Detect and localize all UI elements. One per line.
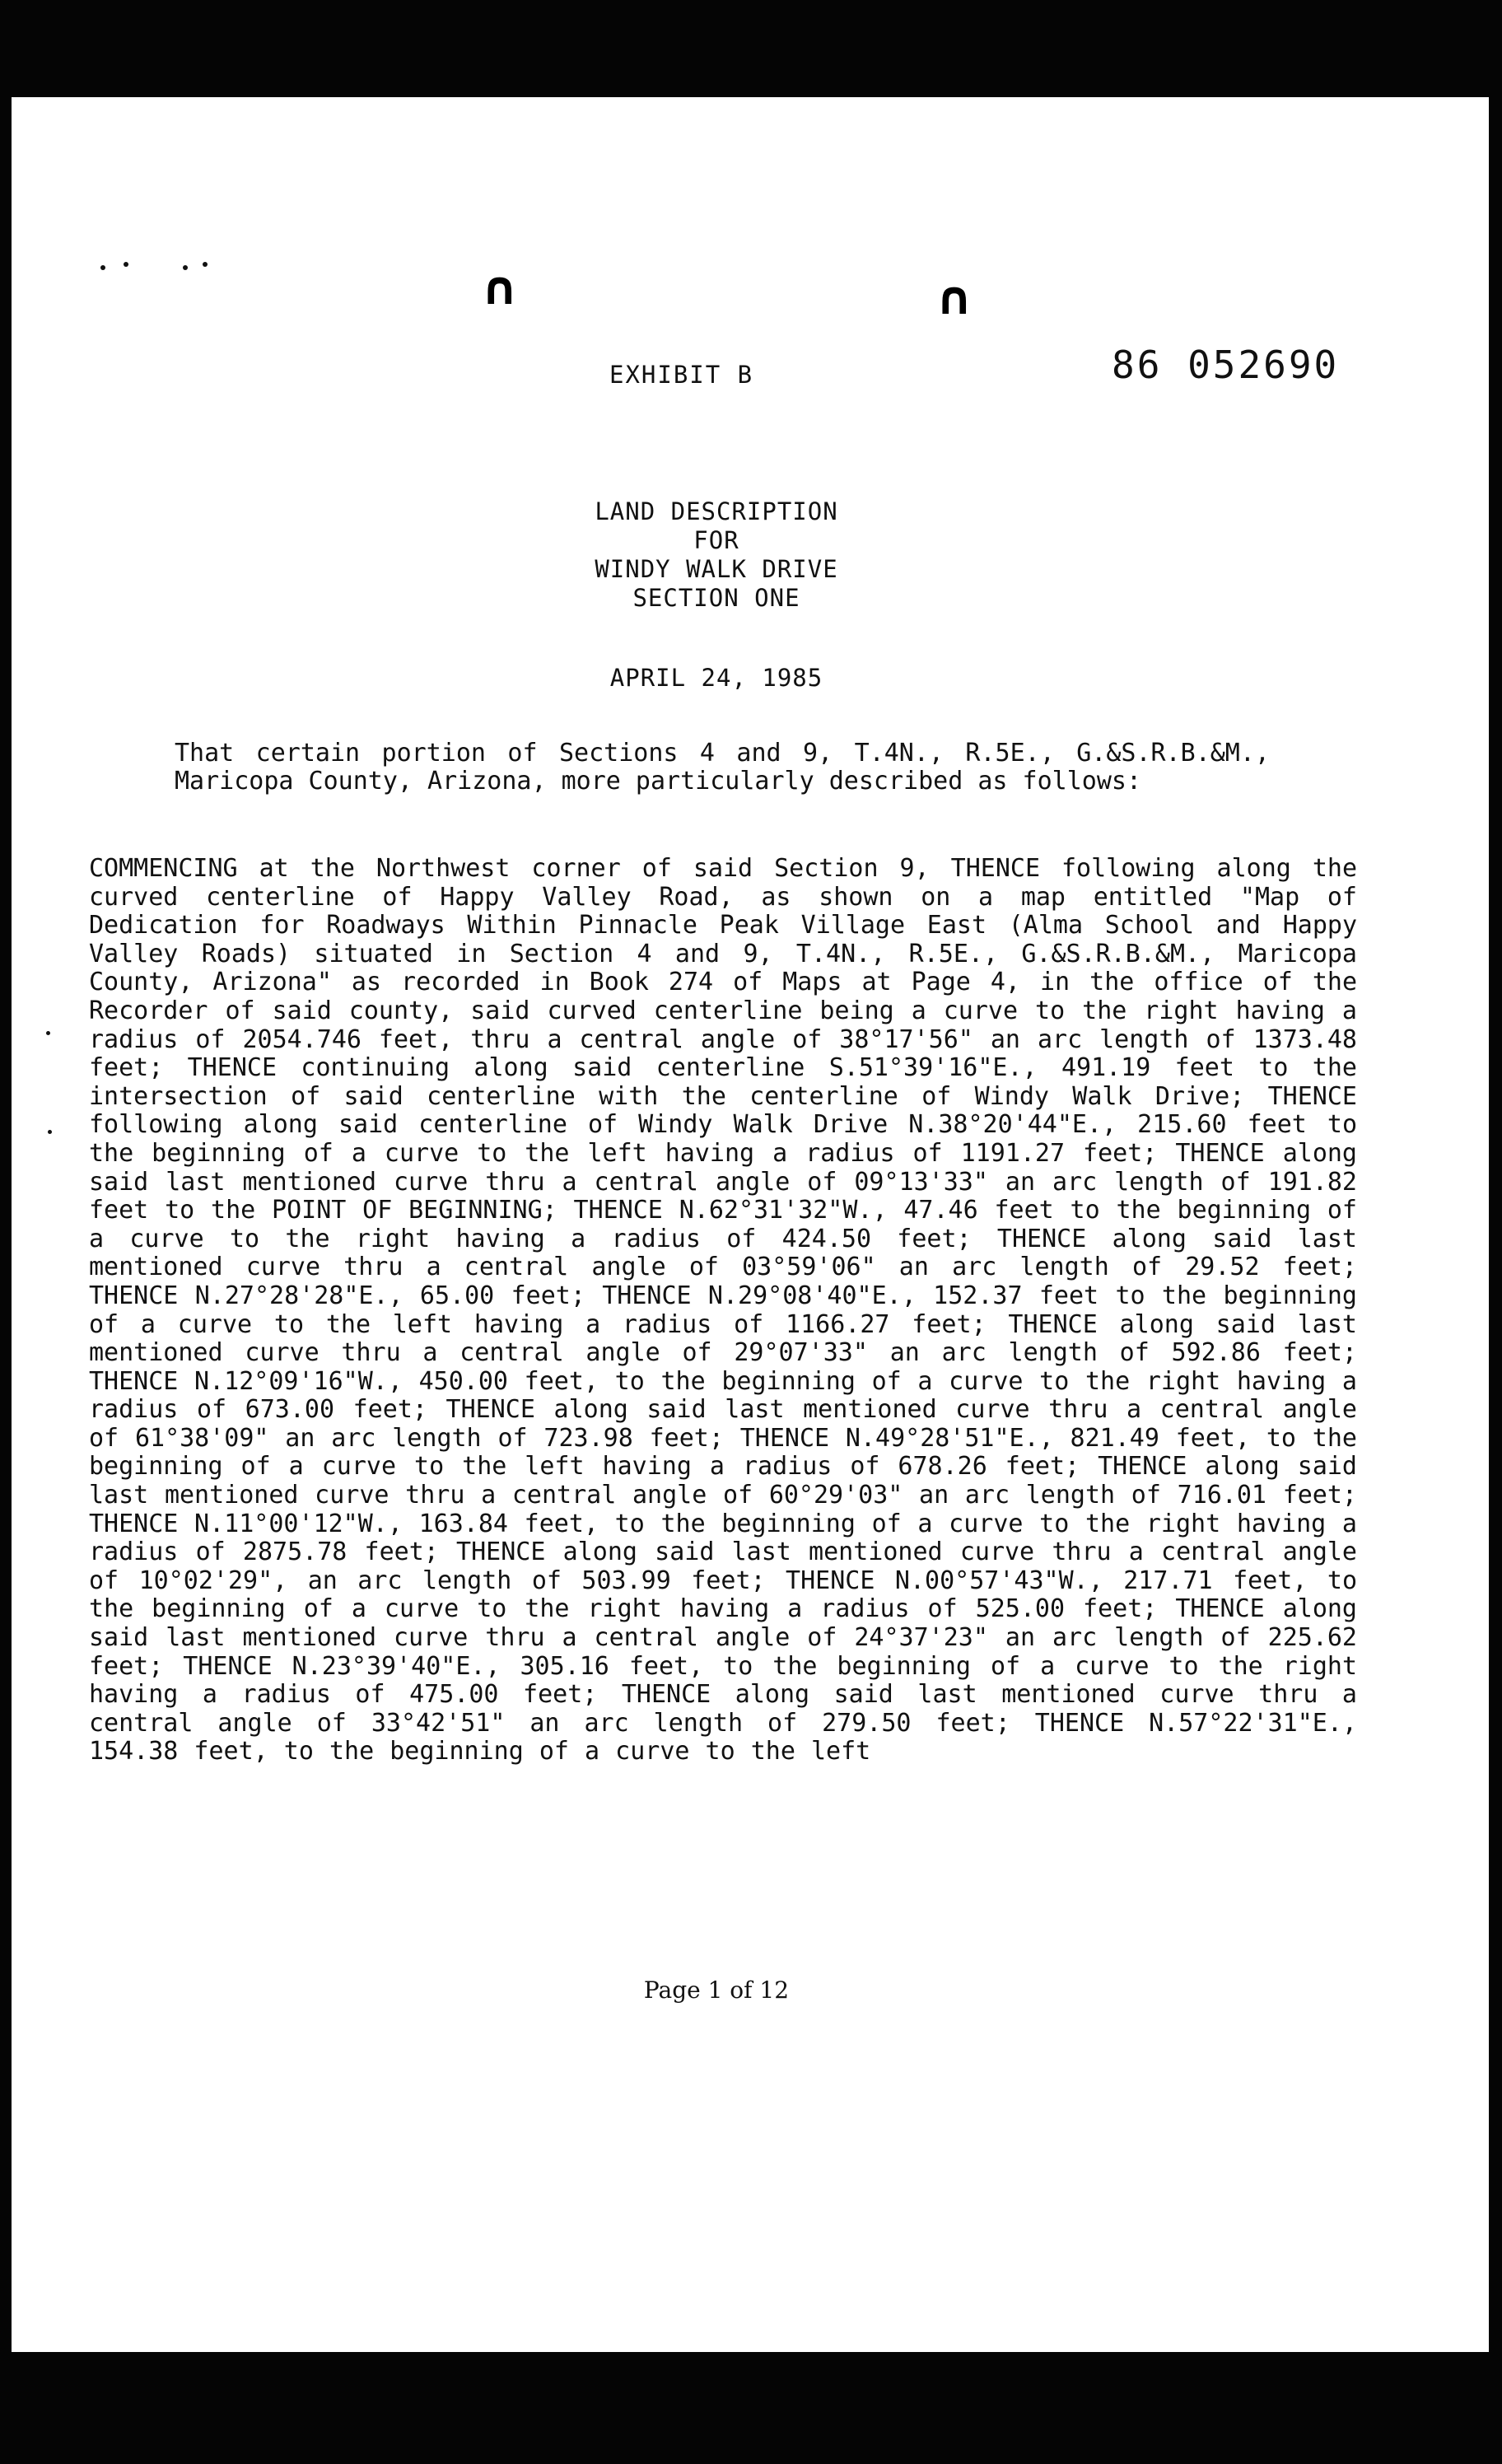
document-number: 86 052690 bbox=[1112, 343, 1340, 387]
title-line: FOR bbox=[693, 526, 739, 554]
legal-description-paragraph: COMMENCING at the Northwest corner of said Section 9, THENCE following along the curved centerline of Happy Valley Road, as shown on a map entitled "Map of Dedication for Roadways Within Pinnacle Peak Village East (Alma School and Happy Valley Roads) situated in Section 4 and 9, T.4N., R.5E., G.&S.R.B.&M., Maricopa County, Arizona" as recorded in Book 274 of Maps at Page 4, in the office of the Recorder of said county, said curved centerline being a curve to the right having a radius of 2054.746 feet, thru a central angle of 38°17'56" an arc length of 1373.48 feet; THENCE continuing along said centerline S.51°39'16"E., 491.19 feet to the intersection of said centerline with the centerline of Windy Walk Drive; THENCE following along said centerline of Windy Walk Drive N.38°20'44"E., 215.60 feet to the beginning of a curve to the left having a radius of 1191.27 feet; THENCE along said last mentioned curve thru a central angle of 09°13'33" an arc length of 191.82 feet to the POINT OF BEGINNING; THENCE N.62°31'32"W., 47.46 feet to the beginning of a curve to the right having a radius of 424.50 feet; THENCE along said last mentioned curve thru a central angle of 03°59'06" an arc length of 29.52 feet; THENCE N.27°28'28"E., 65.00 feet; THENCE N.29°08'40"E., 152.37 feet to the beginning of a curve to the left having a radius of 1166.27 feet; THENCE along said last mentioned curve thru a central angle of 29°07'33" an arc length of 592.86 feet; THENCE N.12°09'16"W., 450.00 feet, to the beginning of a curve to the right having a radius of 673.00 feet; THENCE along said last mentioned curve thru a central angle of 61°38'09" an arc length of 723.98 feet; THENCE N.49°28'51"E., 821.49 feet, to the beginning of a curve to the left having a radius of 678.26 feet; THENCE along said last mentioned curve thru a central angle of 60°29'03" an arc length of 716.01 feet; THENCE N.11°00'12"W., 163.84 feet, to the beginning of a curve to the right having a radius of 2875.78 feet; THENCE along said last mentioned curve thru a central angle of 10°02'29", an arc length of 503.99 feet; THENCE N.00°57'43"W., 217.71 feet, to the beginning of a curve to the right having a radius of 525.00 feet; THENCE along said last mentioned curve thru a central angle of 24°37'23" an arc length of 225.62 feet; THENCE N.23°39'40"E., 305.16 feet, to the beginning of a curve to the right having a radius of 475.00 feet; THENCE along said last mentioned curve thru a central angle of 33°42'51" an arc length of 279.50 feet; THENCE N.57°22'31"E., 154.38 feet, to the beginning of a curve to the left bbox=[89, 854, 1357, 1766]
scan-speck bbox=[100, 265, 105, 270]
scan-speck bbox=[46, 1031, 50, 1035]
page-number: Page 1 of 12 bbox=[643, 1976, 790, 2004]
staple-hole-mark: ∩ bbox=[935, 272, 973, 325]
title-line: WINDY WALK DRIVE bbox=[595, 555, 838, 583]
scan-speck bbox=[183, 265, 188, 270]
title-line: LAND DESCRIPTION bbox=[595, 497, 838, 525]
intro-paragraph: That certain portion of Sections 4 and 9, T.4N., R.5E., G.&S.R.B.&M., Maricopa County, Arizona, more particularly described as follows: bbox=[175, 739, 1270, 796]
document-date: APRIL 24, 1985 bbox=[609, 664, 823, 692]
scan-border-right bbox=[1489, 0, 1502, 2464]
scan-speck bbox=[48, 1130, 52, 1134]
staple-hole-mark: ∩ bbox=[481, 262, 519, 315]
scan-border-top bbox=[0, 0, 1502, 97]
scan-speck bbox=[203, 262, 208, 267]
scan-border-left bbox=[0, 0, 12, 2464]
exhibit-label: EXHIBIT B bbox=[609, 361, 754, 389]
scan-border-bottom bbox=[0, 2352, 1502, 2464]
document-title bbox=[527, 497, 906, 613]
title-line: SECTION ONE bbox=[632, 584, 800, 612]
scan-speck bbox=[124, 262, 128, 267]
